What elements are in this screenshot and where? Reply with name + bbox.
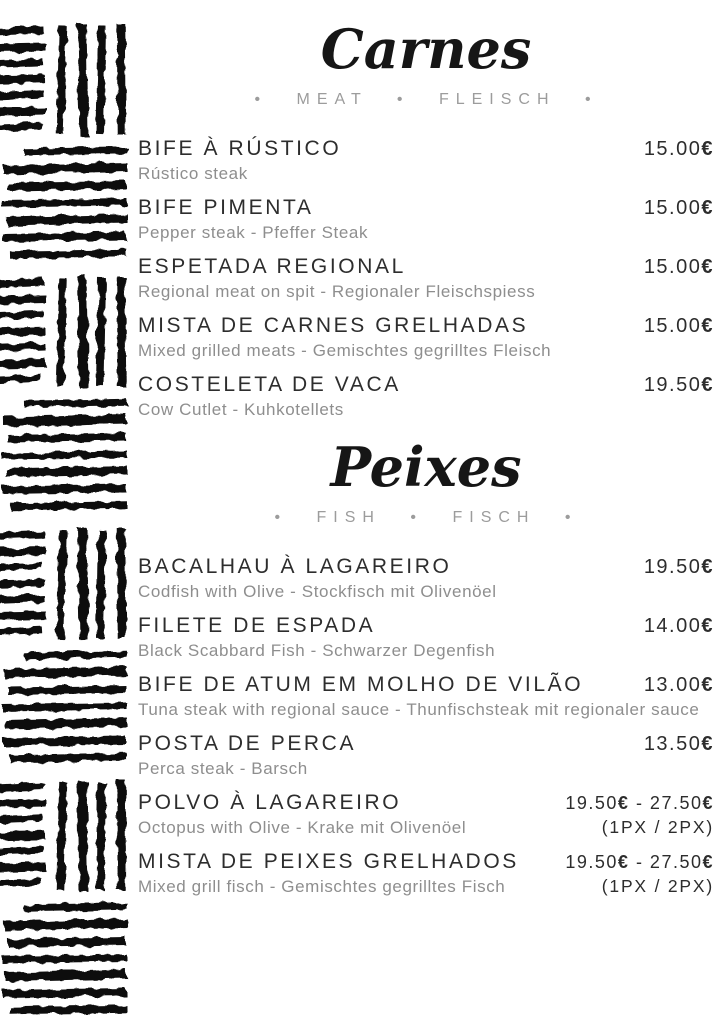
menu-item	[138, 672, 714, 720]
item-price: 15.00€	[643, 138, 714, 160]
item-name: POLVO À LAGAREIRO	[138, 791, 402, 814]
item-name: FILETE DE ESPADA	[138, 614, 376, 637]
section-subtitle-peixes: • FISH • FISCH •	[274, 509, 578, 526]
menu-item	[138, 790, 714, 838]
item-name: BIFE DE ATUM EM MOLHO DE VILÃO	[138, 673, 584, 696]
item-description: Regional meat on spit - Regionaler Fleischspiess	[138, 282, 536, 301]
menu-item	[138, 372, 714, 420]
menu-item	[138, 254, 714, 302]
item-price: 19.50€	[643, 374, 714, 396]
item-name: BIFE PIMENTA	[138, 196, 314, 219]
menu-content	[138, 0, 714, 908]
menu-item	[138, 195, 714, 243]
section-subtitle-carnes: • MEAT • FLEISCH •	[254, 91, 598, 108]
menu-item	[138, 731, 714, 779]
section-peixes	[138, 432, 714, 897]
item-price: 14.00€	[643, 615, 714, 637]
item-description: Tuna steak with regional sauce - Thunfischsteak mit regionaler sauce	[138, 700, 700, 719]
menu-item	[138, 849, 714, 897]
item-price: 15.00€	[643, 256, 714, 278]
item-price: 13.50€	[643, 733, 714, 755]
item-description: Rústico steak	[138, 164, 248, 183]
item-price: 15.00€	[643, 197, 714, 219]
menu-item	[138, 136, 714, 184]
ink-stripe-pattern-decoration	[0, 0, 130, 1024]
item-name: COSTELETA DE VACA	[138, 373, 401, 396]
item-description: Codfish with Olive - Stockfisch mit Olivenöel	[138, 582, 497, 601]
menu-item	[138, 554, 714, 602]
item-price: 13.00€	[643, 674, 714, 696]
item-name: BACALHAU À LAGAREIRO	[138, 555, 452, 578]
item-description: Perca steak - Barsch	[138, 759, 308, 778]
section-carnes	[138, 14, 714, 420]
item-description: Black Scabbard Fish - Schwarzer Degenfish	[138, 641, 496, 660]
item-description: Mixed grilled meats - Gemischtes gegrilltes Fleisch	[138, 341, 552, 360]
section-title-carnes: Carnes	[320, 17, 532, 81]
menu-item	[138, 613, 714, 661]
item-price: 19.50€ - 27.50€	[565, 793, 714, 813]
item-name: BIFE À RÚSTICO	[138, 137, 342, 160]
item-name: MISTA DE CARNES GRELHADAS	[138, 314, 529, 337]
item-description: Pepper steak - Pfeffer Steak	[138, 223, 369, 242]
item-name: ESPETADA REGIONAL	[138, 255, 406, 278]
item-name: MISTA DE PEIXES GRELHADOS	[138, 850, 519, 873]
item-price-note: (1PX / 2PX)	[601, 817, 714, 837]
item-name: POSTA DE PERCA	[138, 732, 357, 755]
item-description: Cow Cutlet - Kuhkotellets	[138, 400, 344, 419]
item-price-note: (1PX / 2PX)	[601, 876, 714, 896]
item-price: 15.00€	[643, 315, 714, 337]
section-title-peixes: Peixes	[330, 435, 522, 499]
item-description: Mixed grill fisch - Gemischtes gegrilltes Fisch	[138, 877, 506, 896]
item-price: 19.50€	[643, 556, 714, 578]
item-description: Octopus with Olive - Krake mit Olivenöel	[138, 818, 467, 837]
item-price: 19.50€ - 27.50€	[565, 852, 714, 872]
menu-item	[138, 313, 714, 361]
